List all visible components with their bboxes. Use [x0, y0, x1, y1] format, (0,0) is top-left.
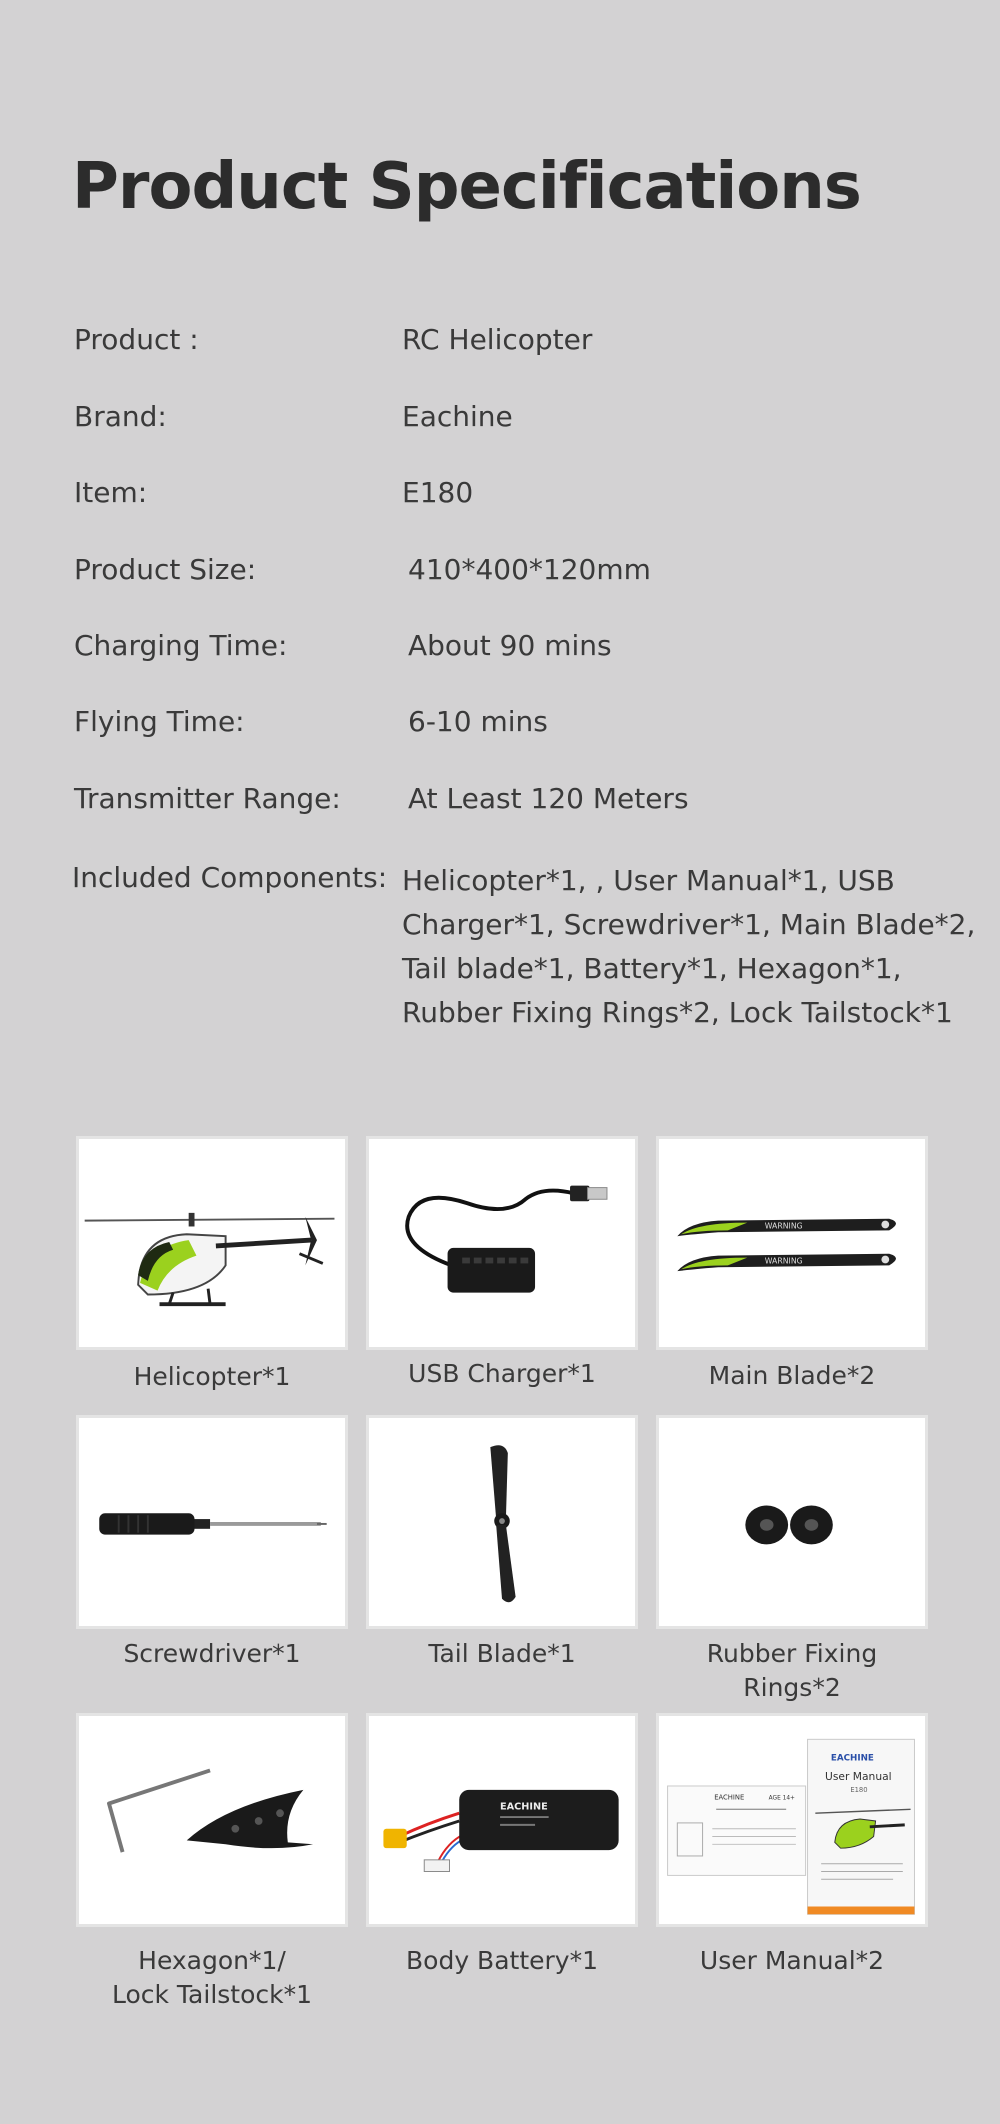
spec-label: Product :	[74, 323, 199, 356]
spec-label: Charging Time:	[74, 629, 288, 662]
spec-label: Brand:	[74, 400, 167, 433]
component-card	[656, 1713, 928, 1927]
screwdriver-image	[79, 1418, 345, 1626]
svg-text:EACHINE: EACHINE	[830, 1753, 874, 1764]
spec-value: Eachine	[402, 400, 513, 433]
spec-value: 410*400*120mm	[408, 553, 651, 586]
spec-label: Transmitter Range:	[74, 782, 341, 815]
component-card	[366, 1713, 638, 1927]
component-card	[656, 1136, 928, 1350]
component-caption: Body Battery*1	[406, 1946, 598, 1975]
battery-image	[369, 1716, 635, 1924]
component-caption: Rubber Fixing Rings*2	[706, 1639, 878, 1702]
spec-label: Included Components:	[72, 861, 388, 894]
component-caption-line: Lock Tailstock*1	[111, 1980, 313, 2009]
spec-value: E180	[402, 476, 474, 509]
component-caption-line: Hexagon*1/	[138, 1946, 286, 1975]
helicopter-image	[79, 1139, 345, 1347]
component-card	[76, 1415, 348, 1629]
svg-text:EACHINE: EACHINE	[500, 1801, 548, 1813]
svg-text:EACHINE: EACHINE	[714, 1793, 745, 1802]
component-caption: Tail Blade*1	[428, 1639, 576, 1668]
component-caption	[76, 1944, 348, 2012]
spec-value: Helicopter*1, , User Manual*1, USB Charger*1, Screwdriver*1, Main Blade*2, Tail blade*1, Battery*1, Hexagon*1, Rubber Fixing Rings*2, Lock Tailstock*1	[402, 864, 976, 1029]
component-caption: Helicopter*1	[133, 1362, 291, 1391]
component-caption: User Manual*2	[699, 1946, 885, 1975]
spec-value: RC Helicopter	[402, 323, 593, 356]
svg-text:User Manual: User Manual	[825, 1770, 892, 1784]
spec-label: Product Size:	[74, 553, 257, 586]
usb-charger-image	[369, 1139, 635, 1347]
component-caption: USB Charger*1	[408, 1359, 596, 1388]
rubber-rings-image	[659, 1418, 925, 1626]
svg-text:E180: E180	[850, 1785, 868, 1794]
hexagon-tailstock-image	[79, 1716, 345, 1924]
tail-blade-image	[369, 1418, 635, 1626]
component-card	[76, 1136, 348, 1350]
component-caption: Main Blade*2	[708, 1361, 876, 1390]
spec-label: Item:	[74, 476, 148, 509]
component-caption: Screwdriver*1	[123, 1639, 301, 1668]
spec-value: At Least 120 Meters	[408, 782, 689, 815]
component-card	[366, 1415, 638, 1629]
spec-value: 6-10 mins	[408, 705, 548, 738]
main-blade-image	[659, 1139, 925, 1347]
component-card	[366, 1136, 638, 1350]
svg-text:WARNING: WARNING	[764, 1256, 803, 1266]
spec-value: About 90 mins	[408, 629, 612, 662]
spec-label: Flying Time:	[74, 705, 245, 738]
component-card	[656, 1415, 928, 1629]
svg-text:AGE 14+: AGE 14+	[768, 1795, 795, 1802]
user-manual-image	[659, 1716, 925, 1924]
component-card	[76, 1713, 348, 1927]
page-title: Product Specifications	[72, 150, 861, 224]
svg-text:WARNING: WARNING	[764, 1221, 803, 1231]
